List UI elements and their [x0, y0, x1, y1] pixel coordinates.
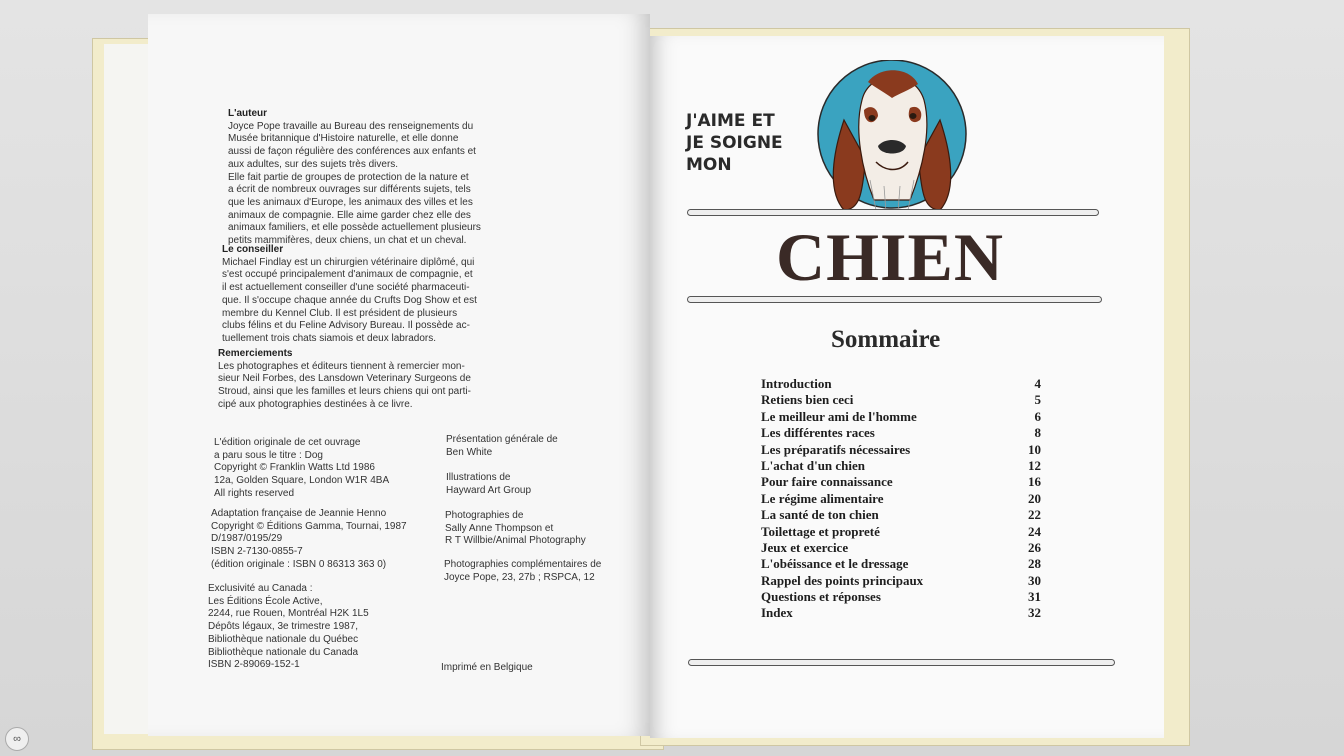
toc-item-page: 10 — [1028, 441, 1041, 457]
toc-item-page: 6 — [1034, 408, 1041, 424]
toc-item-label: Index — [761, 605, 793, 621]
auteur-line: aussi de façon régulière des conférences aux enfants et — [228, 146, 476, 158]
title-rule-bottom — [687, 296, 1102, 303]
toc-item — [761, 474, 1041, 490]
edition-block — [214, 437, 434, 501]
toc-item — [761, 425, 1041, 441]
conseiller-heading: Le conseiller — [222, 244, 284, 255]
page-edge-strip — [104, 44, 151, 734]
watermark-logo: ∞ — [5, 727, 29, 751]
remerciements-text — [218, 361, 478, 412]
remerciements-section — [218, 348, 478, 412]
remerciements-heading: Remerciements — [218, 348, 293, 359]
canada-line: Dépôts légaux, 3e trimestre 1987, — [208, 621, 359, 633]
adaptation-line: Copyright © Éditions Gamma, Tournai, 1987 — [211, 520, 407, 532]
edition-line: All rights reserved — [214, 487, 295, 499]
toc-item — [761, 540, 1041, 556]
canada-line: Exclusivité au Canada : — [208, 583, 313, 594]
toc-item-label: Le meilleur ami de l'homme — [761, 408, 917, 424]
main-title: CHIEN — [776, 219, 1004, 295]
conseiller-section — [222, 244, 477, 346]
toc-item — [761, 442, 1041, 458]
toc-item-page: 30 — [1028, 572, 1041, 588]
conseiller-line: membre du Kennel Club. Il est président de plusieurs — [222, 307, 458, 319]
toc-item-label: Questions et réponses — [761, 589, 881, 605]
canada-line: ISBN 2-89069-152-1 — [208, 659, 300, 671]
toc-item-label: L'obéissance et le dressage — [761, 556, 909, 572]
toc-item — [761, 573, 1041, 589]
toc-item — [761, 409, 1041, 425]
remerciements-line: sieur Neil Forbes, des Lansdown Veterinary Surgeons de — [218, 373, 471, 385]
auteur-line: petits mammifères, deux chiens, un chat et un cheval. — [228, 235, 467, 247]
toc-item-page: 32 — [1028, 605, 1041, 621]
toc-item-label: Jeux et exercice — [761, 539, 849, 555]
toc-item-label: Les différentes races — [761, 425, 875, 441]
edition-line: Copyright © Franklin Watts Ltd 1986 — [214, 462, 375, 474]
photos-compl-line: Photographies complémentaires de — [444, 559, 602, 570]
auteur-text — [228, 120, 481, 248]
adaptation-line: ISBN 2-7130-0855-7 — [211, 546, 303, 558]
adaptation-line: Adaptation française de Jeannie Henno — [211, 508, 387, 519]
toc-item — [761, 376, 1041, 392]
photos-compl-line: Joyce Pope, 23, 27b ; RSPCA, 12 — [444, 571, 595, 583]
adaptation-line: D/1987/0195/29 — [211, 533, 283, 545]
toc-item-page: 24 — [1028, 523, 1041, 539]
series-title-line: MON — [686, 155, 732, 175]
auteur-line: aux adultes, sur des sujets très divers. — [228, 158, 399, 170]
edition-line: a paru sous le titre : Dog — [214, 449, 323, 461]
toc-item-page: 8 — [1034, 425, 1041, 441]
toc-item — [761, 458, 1041, 474]
auteur-line: animaux de compagnie. Elle aime garder chez elle des — [228, 209, 471, 221]
toc-item-label: Pour faire connaissance — [761, 474, 893, 490]
remerciements-line: Stroud, ainsi que les familles et leurs chiens qui ont parti- — [218, 386, 471, 398]
imprime-text: Imprimé en Belgique — [441, 662, 533, 673]
spaniel-illustration — [814, 60, 970, 218]
toc-item-page: 31 — [1028, 589, 1041, 605]
canada-line: Bibliothèque nationale du Québec — [208, 633, 359, 645]
remerciements-line: Les photographes et éditeurs tiennent à remercier mon- — [218, 360, 465, 372]
edition-line: L'édition originale de cet ouvrage — [214, 437, 361, 448]
toc-item — [761, 524, 1041, 540]
auteur-section — [228, 108, 481, 248]
toc-item — [761, 507, 1041, 523]
illustrations-line: Illustrations de — [446, 472, 511, 483]
canada-block — [208, 583, 428, 672]
toc-item-label: La santé de ton chien — [761, 507, 879, 523]
toc-item-page: 5 — [1034, 392, 1041, 408]
toc-item-page: 22 — [1028, 507, 1041, 523]
bottom-rule — [688, 659, 1115, 666]
conseiller-line: tuellement trois chats siamois et deux labradors. — [222, 332, 436, 344]
sommaire-heading: Sommaire — [831, 326, 941, 353]
series-title-line: J'AIME ET — [686, 111, 775, 131]
conseiller-line: que. Il s'occupe chaque année du Crufts Dog Show et est — [222, 294, 477, 306]
toc-item-label: Toilettage et propreté — [761, 523, 880, 539]
photographies-line: Photographies de — [445, 510, 524, 521]
table-of-contents — [761, 376, 1041, 622]
adaptation-block — [211, 508, 431, 572]
series-title — [686, 110, 783, 176]
toc-item — [761, 392, 1041, 408]
toc-item-page: 26 — [1028, 539, 1041, 555]
photos-compl-block — [444, 559, 644, 584]
title-rule-top — [687, 209, 1099, 216]
canada-line: 2244, rue Rouen, Montréal H2K 1L5 — [208, 608, 369, 620]
auteur-line: a écrit de nombreux ouvrages sur différents sujets, tels — [228, 184, 471, 196]
toc-item-label: L'achat d'un chien — [761, 457, 866, 473]
toc-item-label: Les préparatifs nécessaires — [761, 441, 911, 457]
series-title-line: JE SOIGNE — [686, 133, 783, 153]
toc-item-page: 4 — [1034, 376, 1041, 391]
canada-line: Bibliothèque nationale du Canada — [208, 646, 359, 658]
adaptation-line: (édition originale : ISBN 0 86313 363 0) — [211, 558, 387, 570]
auteur-line: Musée britannique d'Histoire naturelle, et elle donne — [228, 133, 459, 145]
auteur-heading: L'auteur — [228, 108, 268, 119]
conseiller-line: il est actuellement conseiller d'une société pharmaceuti- — [222, 282, 470, 294]
photographies-block — [445, 510, 645, 548]
remerciements-line: cipé aux photographies destinées à ce livre. — [218, 398, 413, 410]
conseiller-line: clubs félins et du Feline Advisory Bureau. Il possède ac- — [222, 320, 470, 332]
toc-item-page: 28 — [1028, 556, 1041, 572]
toc-item-label: Introduction — [761, 376, 832, 391]
toc-item-page: 16 — [1028, 474, 1041, 490]
photographies-line: R T Willbie/Animal Photography — [445, 535, 586, 547]
illustrations-block — [446, 472, 636, 497]
photographies-line: Sally Anne Thompson et — [445, 522, 554, 534]
conseiller-line: s'est occupé principalement d'animaux de compagnie, et — [222, 269, 473, 281]
toc-item-label: Rappel des points principaux — [761, 572, 924, 588]
canada-line: Les Éditions École Active, — [208, 595, 323, 607]
edition-line: 12a, Golden Square, London W1R 4BA — [214, 475, 390, 487]
toc-item — [761, 589, 1041, 605]
illustrations-line: Hayward Art Group — [446, 484, 532, 496]
toc-item — [761, 605, 1041, 621]
toc-item-page: 12 — [1028, 457, 1041, 473]
conseiller-text — [222, 257, 477, 346]
auteur-line: Elle fait partie de groupes de protection de la nature et — [228, 171, 469, 183]
conseiller-line: Michael Findlay est un chirurgien vétérinaire diplômé, qui — [222, 256, 475, 268]
auteur-line: animaux familiers, et elle possède actuellement plusieurs — [228, 222, 481, 234]
presentation-block — [446, 434, 636, 459]
auteur-line: que les animaux d'Europe, les animaux des villes et les — [228, 196, 473, 208]
toc-item-label: Retiens bien ceci — [761, 392, 854, 408]
auteur-line: Joyce Pope travaille au Bureau des renseignements du — [228, 120, 474, 132]
toc-item-page: 20 — [1028, 490, 1041, 506]
toc-item-label: Le régime alimentaire — [761, 490, 884, 506]
presentation-line: Présentation générale de — [446, 434, 558, 445]
presentation-line: Ben White — [446, 446, 493, 458]
toc-item — [761, 491, 1041, 507]
toc-item — [761, 556, 1041, 572]
